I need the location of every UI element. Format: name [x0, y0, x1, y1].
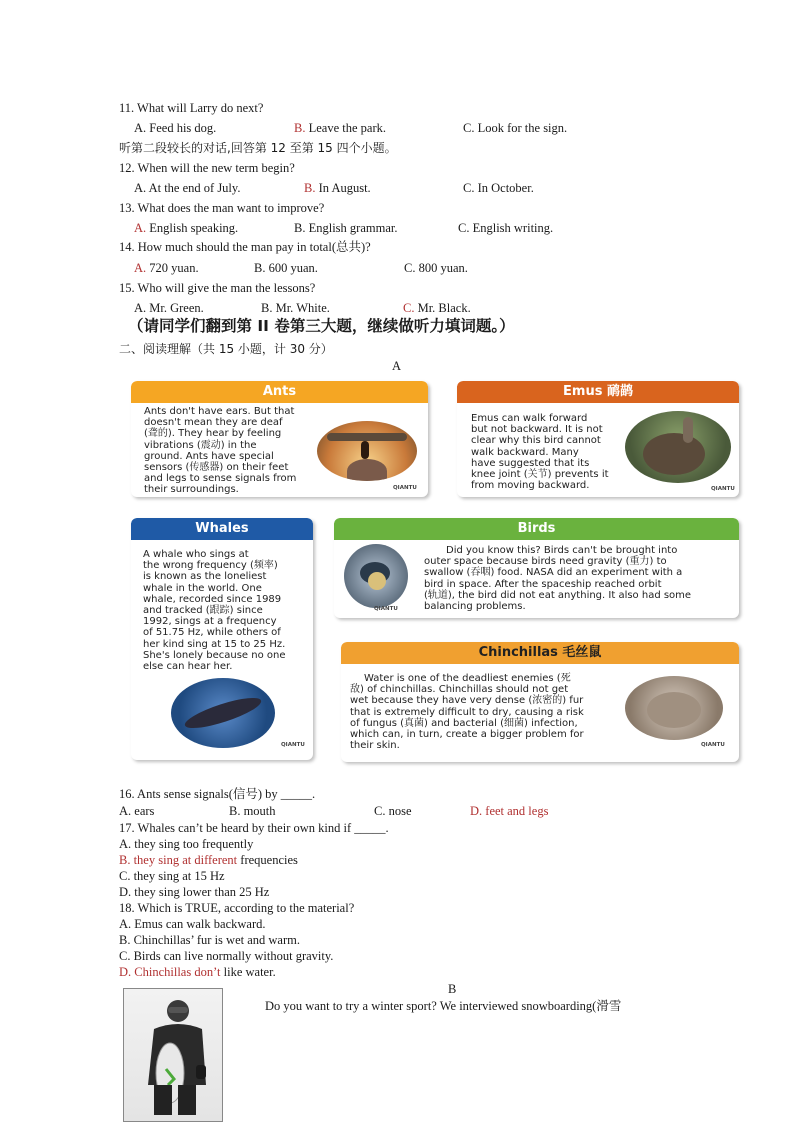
q13-option-a: A. English speaking. [134, 221, 239, 235]
q18-option-a: A. Emus can walk backward. [119, 917, 266, 931]
card-chinchillas-title: Chinchillas 毛丝鼠 [341, 642, 739, 664]
card-ants-text: Ants don't have ears. But that doesn't mean they are deaf (聋的). They hear by feeling vibrations (震动) in the ground. Ants have special sensors (传感器) on their feet and legs to sense signals from their surroundings. [144, 406, 297, 496]
whale-illustration [171, 678, 275, 748]
q16-option-a: A. ears [119, 804, 155, 818]
q15-option-b: B. Mr. White. [261, 301, 330, 315]
passage-a-label: A [392, 359, 402, 373]
q12-option-a: A. At the end of July. [134, 181, 241, 195]
passage-b-intro: Do you want to try a winter sport? We interviewed snowboarding(滑雪 [265, 999, 622, 1013]
card-emus [457, 381, 739, 497]
q16-option-c: C. nose [374, 804, 412, 818]
q16-option-b: B. mouth [229, 804, 276, 818]
card-whales-title: Whales [131, 518, 313, 540]
card-ants-title: Ants [131, 381, 428, 403]
emu-neck-icon [683, 417, 693, 443]
credit-ants: QIANTU [393, 485, 417, 491]
q15-stem: 15. Who will give the man the lessons? [119, 281, 316, 295]
snowboarder-photo [123, 988, 223, 1122]
q12-option-c: C. In October. [463, 181, 534, 195]
q16-option-d: D. feet and legs [470, 804, 549, 818]
card-chinchillas-text: Water is one of the deadliest enemies (死 敌) of chinchillas. Chinchillas should not get wet because they have very dense (浓密的) fur that is extremely difficult to dry, causing a risk of fungus (真菌) and bacterial (细菌) infection, which can, in turn, create a bigger problem for their skin. [350, 673, 584, 752]
credit-whales: QIANTU [281, 742, 305, 748]
rock-icon [347, 459, 387, 481]
q12-option-b: B. In August. [304, 181, 371, 195]
q17-option-d: D. they sing lower than 25 Hz [119, 885, 270, 899]
card-birds [334, 518, 739, 618]
q18-stem: 18. Which is TRUE, according to the material? [119, 901, 355, 915]
credit-birds: QIANTU [374, 606, 398, 612]
q15-option-c: C. Mr. Black. [403, 301, 471, 315]
chinchilla-icon [647, 692, 701, 728]
section-2-title: 二、阅读理解（共 15 小题，计 30 分） [119, 342, 333, 356]
q17-option-c: C. they sing at 15 Hz [119, 869, 225, 883]
card-birds-text: Did you know this? Birds can't be brought into outer space because birds need gravity (重力) to swallow (吞咽) food. NASA did an experiment with a bird in space. After the spaceship reached orbit (轨道), the bird did not eat anything. It also had some balancing problems. [424, 545, 692, 613]
credit-emus: QIANTU [711, 486, 735, 492]
card-whales [131, 518, 313, 760]
q16-stem: 16. Ants sense signals(信号) by _____. [119, 787, 316, 801]
card-whales-text: A whale who sings at the wrong frequency (频率) is known as the loneliest whale in the world. One whale, recorded since 1989 and tracked (跟踪) since 1992, sings at a frequency of 51.75 Hz, while others of her kind sing at 15 to 25 Hz. She's lonely because no one else can hear her. [143, 549, 286, 673]
q11-stem: 11. What will Larry do next? [119, 101, 264, 115]
q17-stem: 17. Whales can’t be heard by their own kind if _____. [119, 821, 389, 835]
chinchilla-illustration [625, 676, 723, 740]
instruction-dialogue-2: 听第二段较长的对话,回答第 12 至第 15 四个小题。 [119, 141, 397, 155]
emu-body-icon [643, 433, 705, 475]
card-ants [131, 381, 428, 497]
q18-option-c: C. Birds can live normally without gravity. [119, 949, 334, 963]
q18-option-b: B. Chinchillas’ fur is wet and warm. [119, 933, 300, 947]
log-icon [327, 433, 407, 441]
ant-icon [361, 441, 369, 459]
q14-option-c: C. 800 yuan. [404, 261, 468, 275]
q11-option-c: C. Look for the sign. [463, 121, 568, 135]
q15-option-a: A. Mr. Green. [134, 301, 204, 315]
q11-option-b-text: Leave the park. [305, 121, 386, 135]
card-emus-title: Emus 鸸鹋 [457, 381, 739, 403]
card-birds-title: Birds [334, 518, 739, 540]
q13-stem: 13. What does the man want to improve? [119, 201, 325, 215]
whale-icon [182, 692, 264, 734]
passage-b-label: B [448, 982, 457, 996]
q11-option-a: A. Feed his dog. [134, 121, 217, 135]
q17-option-b: B. they sing at different frequencies [119, 853, 298, 867]
snowboarder-icon [124, 989, 222, 1121]
q17-option-a: A. they sing too frequently [119, 837, 254, 851]
ant-log-illustration [317, 421, 417, 481]
card-chinchillas [341, 642, 739, 762]
q14-option-b: B. 600 yuan. [254, 261, 318, 275]
emu-illustration [625, 411, 731, 483]
q13-option-b: B. English grammar. [294, 221, 398, 235]
q11-option-b: B. Leave the park. [294, 121, 386, 135]
bird-illustration [344, 544, 408, 608]
q18-option-d: D. Chinchillas don’t like water. [119, 965, 276, 979]
q12-stem: 12. When will the new term begin? [119, 161, 295, 175]
card-emus-text: Emus can walk forward but not backward. It is not clear why this bird cannot walk backward. Many have suggested that its knee joint (关节) prevents it from moving backward. [471, 413, 609, 492]
q13-option-c: C. English writing. [458, 221, 554, 235]
q14-stem: 14. How much should the man pay in total(总共)? [119, 240, 371, 254]
turn-page-note: （请同学们翻到第 II 卷第三大题，继续做听力填词题。） [128, 317, 515, 335]
q14-option-a: A. 720 yuan. [134, 261, 199, 275]
credit-chinchillas: QIANTU [701, 742, 725, 748]
